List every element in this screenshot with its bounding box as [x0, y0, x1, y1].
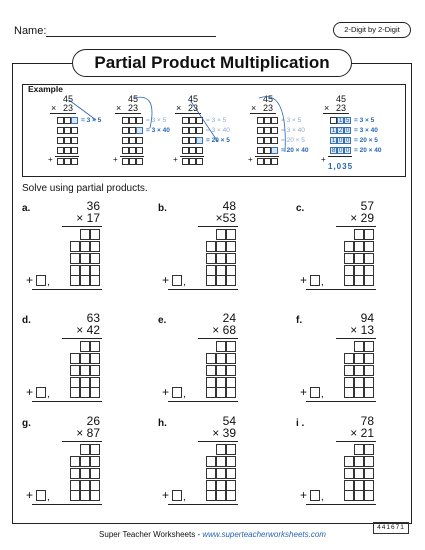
answer-box[interactable] [206, 353, 216, 364]
sum-rule [306, 289, 376, 290]
comma: , [183, 277, 186, 288]
problem-top-number: 48 [222, 199, 236, 213]
problem-label: a. [22, 203, 31, 214]
sum-rule [306, 401, 376, 402]
problem-top-number: 36 [86, 199, 100, 213]
comma: , [47, 389, 50, 400]
answer-box[interactable] [70, 241, 80, 252]
answer-box[interactable] [172, 275, 182, 286]
answer-box[interactable] [354, 468, 364, 479]
name-label: Name: [14, 25, 47, 37]
answer-box[interactable] [70, 353, 80, 364]
answer-box[interactable] [172, 490, 182, 501]
comma: , [321, 492, 324, 503]
problem-rule [62, 338, 102, 339]
answer-box[interactable] [216, 456, 226, 467]
answer-box[interactable] [226, 275, 236, 286]
problem-bottom-number: ×53 [215, 211, 236, 225]
answer-box[interactable] [80, 468, 90, 479]
answer-box[interactable] [310, 275, 320, 286]
example-times: × [176, 103, 182, 113]
problem-rule [336, 338, 376, 339]
example-plus: + [173, 155, 178, 164]
problem-label: b. [158, 203, 167, 214]
problem-top-number: 54 [222, 414, 236, 428]
problem-bottom-number: × 21 [350, 426, 374, 440]
example-plus: + [248, 155, 253, 164]
answer-box[interactable] [354, 241, 364, 252]
answer-box[interactable] [80, 275, 90, 286]
example-answer-box: 2 [338, 127, 343, 134]
answer-box[interactable] [344, 275, 354, 286]
answer-box[interactable] [354, 365, 364, 376]
answer-box[interactable] [344, 490, 354, 501]
example-line-text: = 3 × 40 [281, 127, 305, 134]
answer-box[interactable] [354, 490, 364, 501]
plus-sign: + [300, 273, 308, 287]
answer-box[interactable] [364, 229, 374, 240]
answer-box[interactable] [90, 365, 100, 376]
answer-box[interactable] [364, 468, 374, 479]
answer-box[interactable] [216, 229, 226, 240]
example-top-number: 45 [336, 94, 347, 104]
answer-box[interactable] [364, 253, 374, 264]
answer-box[interactable] [216, 253, 226, 264]
example-times: × [324, 103, 330, 113]
problem-label: h. [158, 418, 167, 429]
answer-box[interactable] [310, 387, 320, 398]
sum-rule [306, 504, 376, 505]
answer-box[interactable] [364, 275, 374, 286]
answer-box[interactable] [226, 456, 236, 467]
example-line-text: = 20 × 40 [281, 147, 309, 154]
example-answer: 1,035 [328, 162, 354, 171]
answer-box[interactable] [90, 490, 100, 501]
answer-box[interactable] [344, 253, 354, 264]
answer-box[interactable] [80, 365, 90, 376]
answer-box[interactable] [226, 490, 236, 501]
problem-rule [62, 441, 102, 442]
answer-box[interactable] [364, 387, 374, 398]
example-line-text: = 20 × 5 [354, 137, 378, 144]
answer-box[interactable] [80, 241, 90, 252]
answer-box[interactable] [354, 253, 364, 264]
footer-brand: Super Teacher Worksheets - [99, 530, 203, 539]
answer-box[interactable] [206, 253, 216, 264]
answer-box[interactable] [354, 444, 364, 455]
answer-box[interactable] [36, 275, 46, 286]
footer-url[interactable]: www.superteacherworksheets.com [202, 530, 326, 539]
answer-box[interactable] [344, 456, 354, 467]
comma: , [321, 389, 324, 400]
answer-box[interactable] [206, 468, 216, 479]
answer-box[interactable] [216, 353, 226, 364]
answer-box[interactable] [354, 456, 364, 467]
answer-box[interactable] [354, 229, 364, 240]
example-line-text: = 3 × 40 [354, 127, 378, 134]
example-answer-box: 8 [331, 147, 336, 154]
answer-box[interactable] [364, 353, 374, 364]
answer-box[interactable] [70, 490, 80, 501]
problem-bottom-number: × 39 [212, 426, 236, 440]
answer-box[interactable] [226, 365, 236, 376]
answer-box[interactable] [344, 387, 354, 398]
answer-box[interactable] [90, 444, 100, 455]
sum-rule [32, 289, 102, 290]
answer-box[interactable] [70, 275, 80, 286]
answer-box[interactable] [80, 229, 90, 240]
page-title: Partial Product Multiplication [72, 49, 352, 77]
answer-box[interactable] [216, 387, 226, 398]
answer-box[interactable] [80, 456, 90, 467]
problem-bottom-number: × 13 [350, 323, 374, 337]
problem-rule [62, 226, 102, 227]
answer-box[interactable] [364, 444, 374, 455]
problem-label: i . [296, 418, 305, 429]
problem-top-number: 24 [222, 311, 236, 325]
instructions: Solve using partial products. [22, 183, 148, 194]
example-plus: + [113, 155, 118, 164]
answer-box[interactable] [206, 387, 216, 398]
answer-box[interactable] [344, 365, 354, 376]
answer-box[interactable] [90, 456, 100, 467]
answer-box[interactable] [80, 341, 90, 352]
comma: , [321, 277, 324, 288]
answer-box[interactable] [354, 341, 364, 352]
worksheet-code: 441671 [373, 522, 409, 534]
example-bottom-number: 23 [63, 103, 74, 113]
example-line-text: = 20 × 5 [281, 137, 305, 144]
answer-box[interactable] [90, 468, 100, 479]
example-line-text: = 3 × 5 [354, 117, 375, 124]
example-line-text: = 3 × 5 [81, 117, 102, 124]
answer-box[interactable] [216, 241, 226, 252]
example-answer-box: 1 [338, 117, 343, 124]
comma: , [183, 492, 186, 503]
answer-box[interactable] [36, 490, 46, 501]
answer-box[interactable] [226, 353, 236, 364]
example-plus: + [48, 155, 53, 164]
example-line-text: = 3 × 40 [206, 127, 230, 134]
problem-label: c. [296, 203, 305, 214]
problem-top-number: 26 [86, 414, 100, 428]
sum-rule [168, 401, 238, 402]
plus-sign: + [162, 385, 170, 399]
example-bottom-number: 23 [128, 103, 139, 113]
answer-box[interactable] [70, 253, 80, 264]
example-times: × [251, 103, 257, 113]
answer-box[interactable] [364, 241, 374, 252]
answer-box[interactable] [206, 275, 216, 286]
answer-box[interactable] [344, 468, 354, 479]
plus-sign: + [26, 273, 34, 287]
answer-box[interactable] [70, 387, 80, 398]
problem-top-number: 63 [86, 311, 100, 325]
problem-rule [336, 226, 376, 227]
example-line-text: = 20 × 5 [206, 137, 230, 144]
answer-box[interactable] [226, 444, 236, 455]
example-top-number: 45 [188, 94, 199, 104]
answer-box[interactable] [70, 365, 80, 376]
example-top-number: 45 [263, 94, 274, 104]
answer-box[interactable] [216, 490, 226, 501]
example-top-number: 45 [63, 94, 74, 104]
problem-top-number: 57 [360, 199, 374, 213]
answer-box[interactable] [216, 341, 226, 352]
example-answer-box: 0 [338, 147, 343, 154]
answer-box[interactable] [80, 353, 90, 364]
plus-sign: + [162, 273, 170, 287]
example-line-text: = 20 × 40 [354, 147, 382, 154]
example-bottom-number: 23 [188, 103, 199, 113]
problem-bottom-number: × 17 [76, 211, 100, 225]
problem-bottom-number: × 68 [212, 323, 236, 337]
answer-box[interactable] [90, 387, 100, 398]
answer-box[interactable] [90, 241, 100, 252]
answer-box[interactable] [354, 353, 364, 364]
answer-box[interactable] [80, 253, 90, 264]
sum-rule [168, 504, 238, 505]
example-answer-box: 5 [345, 117, 350, 124]
example-answer-box: 0 [345, 127, 350, 134]
level-badge: 2-Digit by 2-Digit [333, 22, 411, 38]
problem-bottom-number: × 42 [76, 323, 100, 337]
answer-box[interactable] [344, 241, 354, 252]
plus-sign: + [26, 385, 34, 399]
answer-box[interactable] [90, 253, 100, 264]
answer-box[interactable] [354, 387, 364, 398]
sum-rule [32, 504, 102, 505]
plus-sign: + [300, 488, 308, 502]
example-times: × [116, 103, 122, 113]
problem-label: g. [22, 418, 31, 429]
answer-box[interactable] [90, 275, 100, 286]
example-bottom-number: 23 [263, 103, 274, 113]
answer-box[interactable] [206, 365, 216, 376]
problem-rule [198, 441, 238, 442]
answer-box[interactable] [216, 444, 226, 455]
example-answer-box: 0 [345, 147, 350, 154]
sum-rule [168, 289, 238, 290]
answer-box[interactable] [344, 353, 354, 364]
answer-box[interactable] [226, 241, 236, 252]
answer-box[interactable] [364, 490, 374, 501]
example-answer-box: 0 [345, 137, 350, 144]
answer-box[interactable] [206, 490, 216, 501]
answer-box[interactable] [206, 456, 216, 467]
answer-box[interactable] [226, 253, 236, 264]
example-times: × [51, 103, 57, 113]
plus-sign: + [162, 488, 170, 502]
answer-box[interactable] [354, 275, 364, 286]
answer-box[interactable] [70, 456, 80, 467]
answer-box[interactable] [226, 468, 236, 479]
problem-bottom-number: × 29 [350, 211, 374, 225]
answer-box[interactable] [310, 490, 320, 501]
footer [0, 530, 425, 539]
answer-box[interactable] [216, 365, 226, 376]
answer-box[interactable] [226, 387, 236, 398]
comma: , [183, 389, 186, 400]
example-line-text: = 3 × 5 [146, 117, 167, 124]
example-answer-box: 0 [338, 137, 343, 144]
example-bottom-number: 23 [336, 103, 347, 113]
example-arrows [0, 0, 425, 180]
problem-label: d. [22, 315, 31, 326]
answer-box[interactable] [216, 468, 226, 479]
answer-box[interactable] [364, 341, 374, 352]
example-line-text: = 3 × 5 [206, 117, 227, 124]
answer-box[interactable] [80, 444, 90, 455]
answer-box[interactable] [90, 341, 100, 352]
answer-box[interactable] [80, 387, 90, 398]
plus-sign: + [26, 488, 34, 502]
answer-box[interactable] [206, 241, 216, 252]
example-answer-box: 1 [331, 127, 336, 134]
problem-bottom-number: × 87 [76, 426, 100, 440]
answer-box[interactable] [364, 365, 374, 376]
example-line-text: = 3 × 40 [146, 127, 170, 134]
problem-rule [198, 338, 238, 339]
problem-rule [336, 441, 376, 442]
plus-sign: + [300, 385, 308, 399]
example-line-text: = 3 × 5 [281, 117, 302, 124]
sum-rule [32, 401, 102, 402]
answer-box[interactable] [36, 387, 46, 398]
problem-top-number: 78 [360, 414, 374, 428]
example-label: Example [28, 84, 63, 94]
problem-rule [198, 226, 238, 227]
example-answer-box: 1 [331, 137, 336, 144]
answer-box[interactable] [226, 341, 236, 352]
answer-box[interactable] [172, 387, 182, 398]
answer-box[interactable] [226, 229, 236, 240]
problem-label: f. [296, 315, 303, 326]
answer-box[interactable] [80, 490, 90, 501]
answer-box[interactable] [90, 229, 100, 240]
problem-label: e. [158, 315, 167, 326]
answer-box[interactable] [216, 275, 226, 286]
problem-top-number: 94 [360, 311, 374, 325]
answer-box[interactable] [70, 468, 80, 479]
comma: , [47, 492, 50, 503]
example-plus: + [321, 155, 326, 164]
answer-box[interactable] [90, 353, 100, 364]
example-top-number: 45 [128, 94, 139, 104]
answer-box[interactable] [364, 456, 374, 467]
comma: , [47, 277, 50, 288]
